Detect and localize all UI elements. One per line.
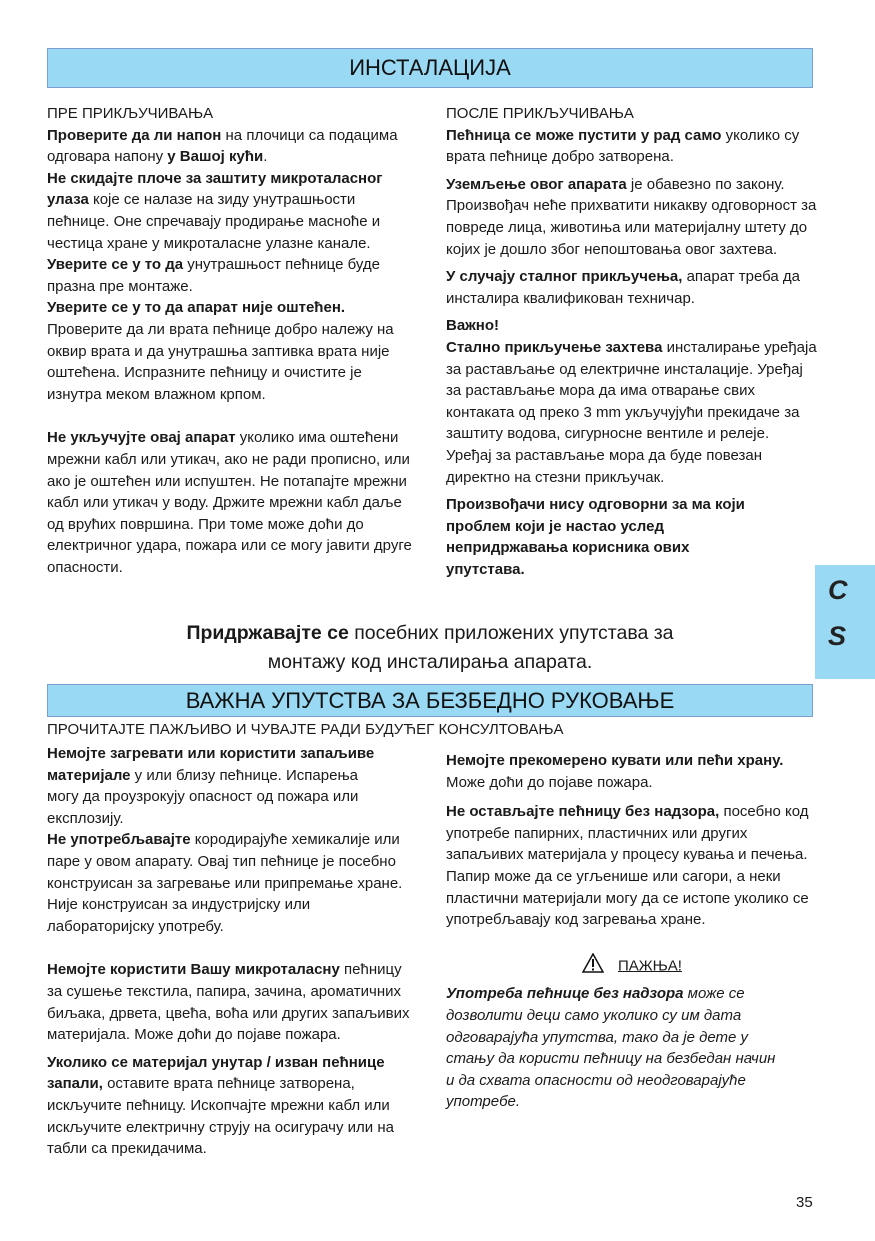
- paragraph: Произвођачи нису одговорни за ма који проблем који је настао услед непридржавања корисника ових упутстава.: [446, 496, 745, 578]
- before-connection-heading: ПРЕ ПРИКЉУЧИВАЊА: [47, 105, 214, 122]
- paragraph: Не остављајте пећницу без надзора, посебно код употребе папирних, пластичних или других запаљивих материјала у процесу кувања и печења. Папир може да се угљенише или сагори, а неки пластични материјали могу да се истопе уколико се употребљавају код загревања хране.: [446, 803, 809, 929]
- warning-triangle-icon: [582, 953, 604, 980]
- page-number: 35: [796, 1194, 813, 1211]
- paragraph: Проверите да ли напон на плочици са подацима одговара напону у Вашој кући.: [47, 126, 398, 166]
- paragraph: Не укључујте овај апарат уколико има оштећени мрежни кабл или утикач, ако не ради прописно, или ако је оштећен или испуштен. Не потапајте мрежни кабл или утикач у воду. Држите мрежни кабл даље од врућих површина. При томе може доћи до електричног удара, пожара или се могу јавити друге опасности.: [47, 429, 412, 576]
- side-tab-letter: C: [828, 575, 848, 605]
- safety-right-column: [446, 750, 818, 1119]
- installation-note: Придржавајте се посебних приложених упутстава за монтажу код инсталирања апарата.: [186, 622, 674, 673]
- paragraph: Немојте користити Вашу микроталасну пећницу за сушење текстила, папира, зачина, ароматичних биљака, дрвета, цвећа, воћа или других запаљивих материјала. Може доћи до појаве пожара.: [47, 961, 410, 1044]
- paragraph: Пећница се може пустити у рад само уколико су врата пећнице добро затворена.: [446, 126, 800, 166]
- installation-right-column: [446, 103, 818, 586]
- safety-title: ВАЖНА УПУТСТВА ЗА БЕЗБЕДНО РУКОВАЊЕ: [47, 684, 813, 717]
- paragraph: Уверите се у то да унутрашњост пећнице буде празна пре монтаже.: [47, 256, 380, 295]
- language-side-tab: [815, 565, 875, 679]
- after-connection-heading: ПОСЛЕ ПРИКЉУЧИВАЊА: [446, 105, 634, 122]
- safety-subheading: ПРОЧИТАЈТЕ ПАЖЉИВО И ЧУВАЈТЕ РАДИ БУДУЋЕГ КОНСУЛТОВАЊА: [47, 721, 564, 738]
- safety-left-column: [47, 743, 419, 1166]
- installation-title: ИНСТАЛАЦИЈА: [47, 48, 813, 88]
- warning-paragraph: Употреба пећнице без надзора може се дозволити деци само уколико су им дата одговарајућа упутства, тако да је дете у стању да користи пећницу на безбедан начин и да схвата опасности од неодговарајуће употребе.: [446, 985, 776, 1111]
- paragraph: У случају сталног прикључења, апарат треба да инсталира квалификован техничар.: [446, 268, 801, 307]
- installation-left-column: [47, 103, 415, 584]
- paragraph: Уверите се у то да апарат није оштећен. Проверите да ли врата пећнице добро належу на оквир врата и да унутрашња заптивка врата није оштећена. Испразните пећницу и очистите је изнутра меком влажном крпом.: [47, 299, 394, 403]
- paragraph: Не скидајте плоче за заштиту микроталасног улаза које се налазе на зиду унутрашњости пећнице. Оне спречавају продирање масноће и честица хране у микроталасне улазне канале.: [47, 169, 383, 252]
- paragraph: Уземљење овог апарата је обавезно по закону. Произвођач неће прихватити никакву одговорност за повреде лица, животиња или материјалну штету до којих је дошло због непоштовања овог захтева.: [446, 175, 817, 258]
- paragraph: Немојте прекомерено кувати или пећи храну. Може доћи до појаве пожара.: [446, 752, 784, 791]
- paragraph: Не употребљавајте кородирајуће хемикалије или паре у овом апарату. Овај тип пећнице је посебно конструисан за загревање или припремање хране. Није конструисан за индустријску или лабораторијску употребу.: [47, 831, 403, 935]
- paragraph: Уколико се материјал унутар / изван пећнице запали, оставите врата пећнице затворена, искључите пећницу. Ископчајте мрежни кабл или искључите електричну струју на осигурачу или на табли са прекидачима.: [47, 1053, 394, 1158]
- paragraph: Немојте загревати или користити запаљиве материјале у или близу пећнице. Испарења могу да проузрокују опасност од пожара или експлозију.: [47, 745, 375, 827]
- warning-heading: ПАЖЊА!: [446, 953, 818, 980]
- paragraph: Важно! Стално прикључење захтева инсталирање уређаја за растављање од електричне инсталације. Уређај за растављање мора да има отварање свих контаката од преко 3 mm укључујући прекидаче за заштиту водова, сигурносне вентиле и релеје. Уређај за растављање мора да буде повезан директно на стезни прикључак.: [446, 317, 817, 486]
- side-tab-letter: S: [828, 621, 847, 651]
